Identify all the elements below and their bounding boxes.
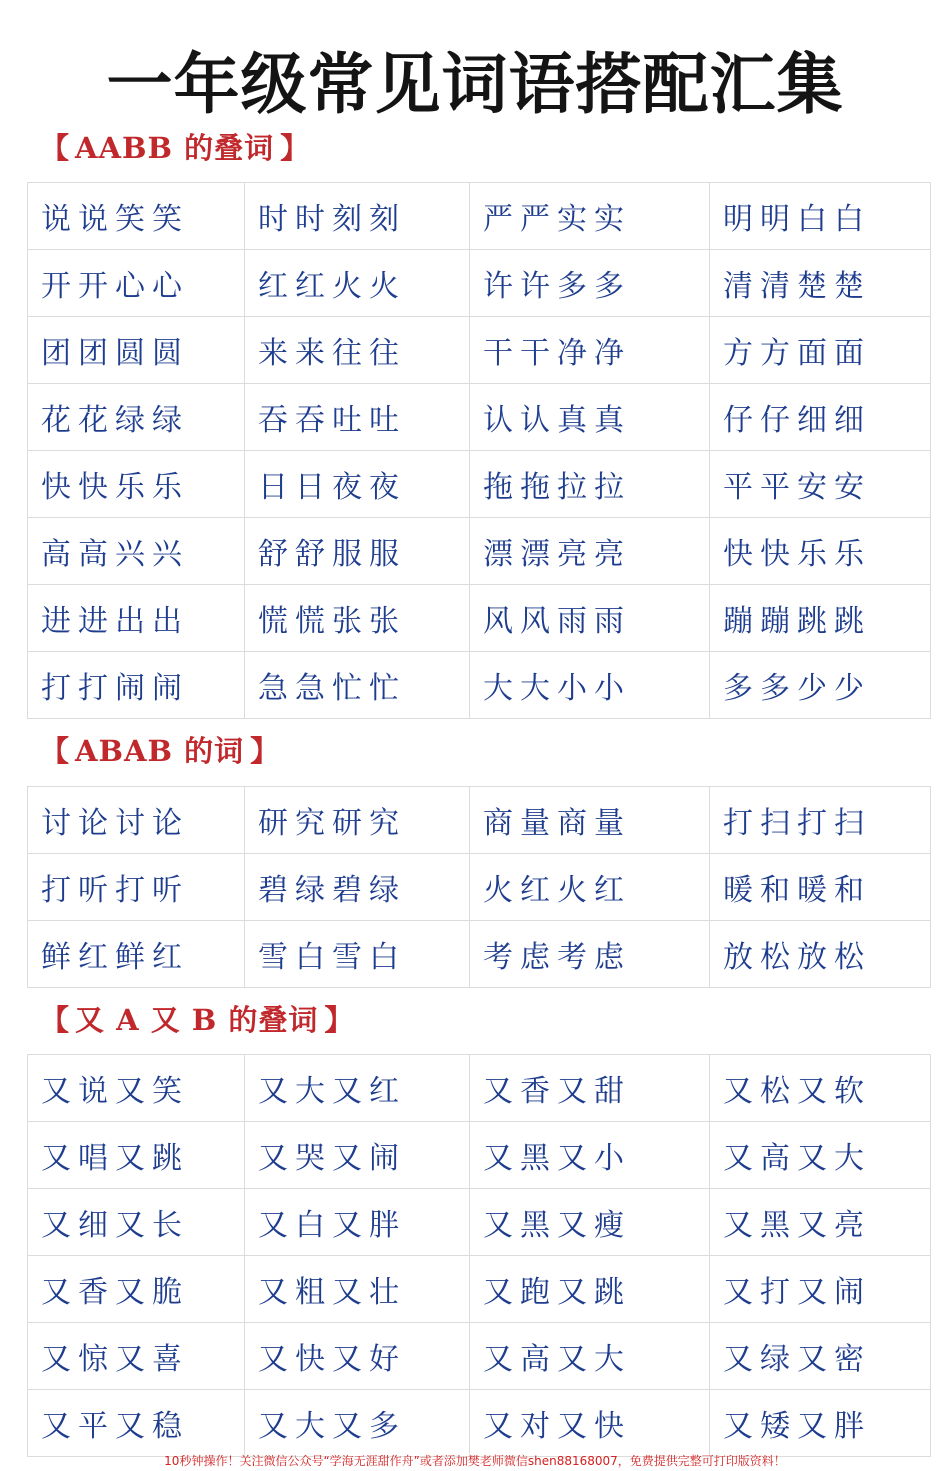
section-heading-abab bbox=[40, 731, 279, 771]
word-cell: 吞吞吐吐 bbox=[245, 384, 470, 451]
word-cell: 又黑又瘦 bbox=[470, 1189, 710, 1256]
word-cell: 许许多多 bbox=[470, 250, 710, 317]
table-row bbox=[28, 854, 931, 921]
word-cell: 又绿又密 bbox=[710, 1323, 931, 1390]
word-table-abab bbox=[27, 786, 931, 988]
word-cell: 平平安安 bbox=[710, 451, 931, 518]
word-cell: 鲜红鲜红 bbox=[28, 921, 245, 988]
footer-note: 10秒钟操作！关注微信公众号“学海无涯甜作舟”或者添加樊老师微信shen88168007，免费提供完整可打印版资料！ bbox=[164, 1454, 786, 1468]
word-cell: 清清楚楚 bbox=[710, 250, 931, 317]
word-cell: 快快乐乐 bbox=[28, 451, 245, 518]
word-cell: 考虑考虑 bbox=[470, 921, 710, 988]
word-cell: 蹦蹦跳跳 bbox=[710, 585, 931, 652]
word-cell: 又香又甜 bbox=[470, 1055, 710, 1122]
word-cell: 又快又好 bbox=[245, 1323, 470, 1390]
word-cell: 急急忙忙 bbox=[245, 652, 470, 719]
word-cell: 又高又大 bbox=[710, 1122, 931, 1189]
table-row bbox=[28, 518, 931, 585]
word-cell: 打打闹闹 bbox=[28, 652, 245, 719]
table-row bbox=[28, 1256, 931, 1323]
table-row bbox=[28, 451, 931, 518]
word-table-you-a-you-b bbox=[27, 1054, 931, 1457]
table-row bbox=[28, 317, 931, 384]
table-row bbox=[28, 1323, 931, 1390]
section-heading-aabb bbox=[40, 128, 309, 168]
word-cell: 漂漂亮亮 bbox=[470, 518, 710, 585]
word-cell: 花花绿绿 bbox=[28, 384, 245, 451]
table-row bbox=[28, 1055, 931, 1122]
word-cell: 又唱又跳 bbox=[28, 1122, 245, 1189]
word-cell: 雪白雪白 bbox=[245, 921, 470, 988]
word-cell: 放松放松 bbox=[710, 921, 931, 988]
word-cell: 来来往往 bbox=[245, 317, 470, 384]
word-cell: 打扫打扫 bbox=[710, 787, 931, 854]
word-cell: 又矮又胖 bbox=[710, 1390, 931, 1457]
word-cell: 碧绿碧绿 bbox=[245, 854, 470, 921]
word-cell: 又哭又闹 bbox=[245, 1122, 470, 1189]
word-cell: 日日夜夜 bbox=[245, 451, 470, 518]
word-cell: 又香又脆 bbox=[28, 1256, 245, 1323]
word-cell: 团团圆圆 bbox=[28, 317, 245, 384]
word-cell: 又黑又亮 bbox=[710, 1189, 931, 1256]
word-cell: 又说又笑 bbox=[28, 1055, 245, 1122]
word-cell: 说说笑笑 bbox=[28, 183, 245, 250]
bracket-open: 【 bbox=[40, 131, 70, 165]
word-cell: 风风雨雨 bbox=[470, 585, 710, 652]
word-cell: 又打又闹 bbox=[710, 1256, 931, 1323]
section-label: AABB 的叠词 bbox=[75, 131, 275, 165]
table-row bbox=[28, 921, 931, 988]
word-cell: 仔仔细细 bbox=[710, 384, 931, 451]
table-row bbox=[28, 585, 931, 652]
section-heading-you-a-you-b bbox=[40, 1000, 353, 1040]
word-cell: 又大又红 bbox=[245, 1055, 470, 1122]
word-cell: 研究研究 bbox=[245, 787, 470, 854]
table-row bbox=[28, 1390, 931, 1457]
table-row bbox=[28, 183, 931, 250]
table-row bbox=[28, 384, 931, 451]
word-cell: 方方面面 bbox=[710, 317, 931, 384]
bracket-close: 】 bbox=[250, 734, 280, 768]
word-cell: 进进出出 bbox=[28, 585, 245, 652]
word-cell: 又黑又小 bbox=[470, 1122, 710, 1189]
word-cell: 又平又稳 bbox=[28, 1390, 245, 1457]
word-cell: 又对又快 bbox=[470, 1390, 710, 1457]
word-cell: 又高又大 bbox=[470, 1323, 710, 1390]
word-cell: 舒舒服服 bbox=[245, 518, 470, 585]
table-row bbox=[28, 787, 931, 854]
table-row bbox=[28, 1189, 931, 1256]
table-row bbox=[28, 1122, 931, 1189]
word-cell: 又松又软 bbox=[710, 1055, 931, 1122]
word-cell: 暖和暖和 bbox=[710, 854, 931, 921]
bracket-close: 】 bbox=[324, 1003, 354, 1037]
word-cell: 明明白白 bbox=[710, 183, 931, 250]
word-cell: 火红火红 bbox=[470, 854, 710, 921]
page-title: 一年级常见词语搭配汇集 bbox=[106, 46, 844, 123]
word-cell: 快快乐乐 bbox=[710, 518, 931, 585]
word-cell: 多多少少 bbox=[710, 652, 931, 719]
section-label: ABAB 的词 bbox=[75, 734, 245, 768]
bracket-open: 【 bbox=[40, 734, 70, 768]
word-cell: 开开心心 bbox=[28, 250, 245, 317]
word-cell: 又惊又喜 bbox=[28, 1323, 245, 1390]
word-cell: 干干净净 bbox=[470, 317, 710, 384]
word-cell: 红红火火 bbox=[245, 250, 470, 317]
word-cell: 大大小小 bbox=[470, 652, 710, 719]
word-cell: 慌慌张张 bbox=[245, 585, 470, 652]
word-cell: 商量商量 bbox=[470, 787, 710, 854]
table-row bbox=[28, 250, 931, 317]
word-cell: 讨论讨论 bbox=[28, 787, 245, 854]
word-cell: 又跑又跳 bbox=[470, 1256, 710, 1323]
bracket-close: 】 bbox=[280, 131, 310, 165]
word-cell: 又细又长 bbox=[28, 1189, 245, 1256]
section-label: 又 A 又 B 的叠词 bbox=[75, 1003, 319, 1037]
table-row bbox=[28, 652, 931, 719]
word-cell: 认认真真 bbox=[470, 384, 710, 451]
word-cell: 拖拖拉拉 bbox=[470, 451, 710, 518]
word-cell: 高高兴兴 bbox=[28, 518, 245, 585]
bracket-open: 【 bbox=[40, 1003, 70, 1037]
word-table-aabb bbox=[27, 182, 931, 719]
word-cell: 时时刻刻 bbox=[245, 183, 470, 250]
word-cell: 打听打听 bbox=[28, 854, 245, 921]
word-cell: 又大又多 bbox=[245, 1390, 470, 1457]
word-cell: 又白又胖 bbox=[245, 1189, 470, 1256]
word-cell: 严严实实 bbox=[470, 183, 710, 250]
word-cell: 又粗又壮 bbox=[245, 1256, 470, 1323]
